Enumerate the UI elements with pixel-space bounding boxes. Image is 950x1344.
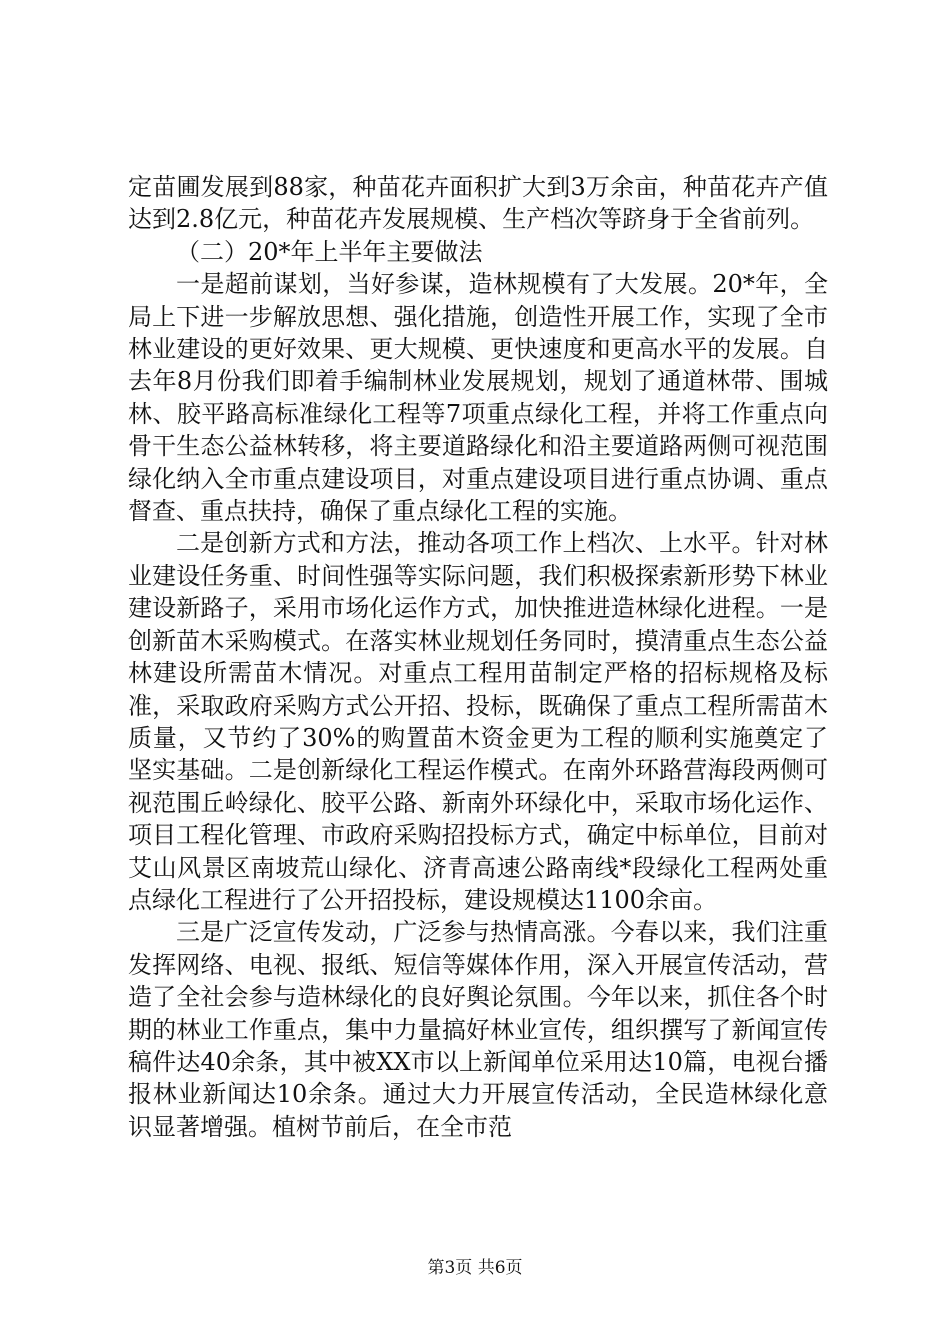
page-number-footer: 第3页 共6页 — [427, 1258, 523, 1278]
section-heading: （二）20*年上半年主要做法 — [176, 237, 483, 266]
paragraph-innovation: 二是创新方式和方法，推动各项工作上档次、上水平。针对林业建设任务重、时间性强等实际问题，我们积极探索新形势下林业建设新路子，采用市场化运作方式，加快推进造林绿化进程。一是创新苗木采购模式。在落实林业规划任务同时，摸清重点生态公益林建设所需苗木情况。对重点工程用苗制定严格的招标规格及标准，采取政府采购方式公开招、投标，既确保了重点工程所需苗木质量，又节约了30%的购置苗木资金更为工程的顺利实施奠定了坚实基础。二是创新绿化工程运作模式。在南外环路营海段两侧可视范围丘岭绿化、胶平公路、新南外环绿化中，采取市场化运作、项目工程化管理、市政府采购招投标方式，确定中标单位，目前对艾山风景区南坡荒山绿化、济青高速公路南线*段绿化工程两处重点绿化工程进行了公开招投标，建设规模达1100余亩。 — [128, 529, 828, 914]
paragraph-planning: 一是超前谋划，当好参谋，造林规模有了大发展。20*年，全局上下进一步解放思想、强化措施，创造性开展工作，实现了全市林业建设的更好效果、更大规模、更快速度和更高水平的发展。自去年8月份我们即着手编制林业发展规划，规划了通道林带、围城林、胶平路高标准绿化工程等7项重点绿化工程，并将工作重点向骨干生态公益林转移，将主要道路绿化和沿主要道路两侧可视范围绿化纳入全市重点建设项目，对重点建设项目进行重点协调、重点督查、重点扶持，确保了重点绿化工程的实施。 — [128, 270, 828, 526]
document-body — [128, 171, 828, 1143]
paragraph-continuation: 定苗圃发展到88家，种苗花卉面积扩大到3万余亩，种苗花卉产值达到2.8亿元，种苗花卉发展规模、生产档次等跻身于全省前列。 — [128, 173, 828, 234]
paragraph-publicity: 三是广泛宣传发动，广泛参与热情高涨。今春以来，我们注重发挥网络、电视、报纸、短信等媒体作用，深入开展宣传活动，营造了全社会参与造林绿化的良好舆论氛围。今年以来，抓住各个时期的林业工作重点，集中力量搞好林业宣传，组织撰写了新闻宣传稿件达40余条，其中被XX市以上新闻单位采用达10篇，电视台播报林业新闻达10余条。通过大力开展宣传活动，全民造林绿化意识显著增强。植树节前后，在全市范 — [128, 918, 828, 1141]
